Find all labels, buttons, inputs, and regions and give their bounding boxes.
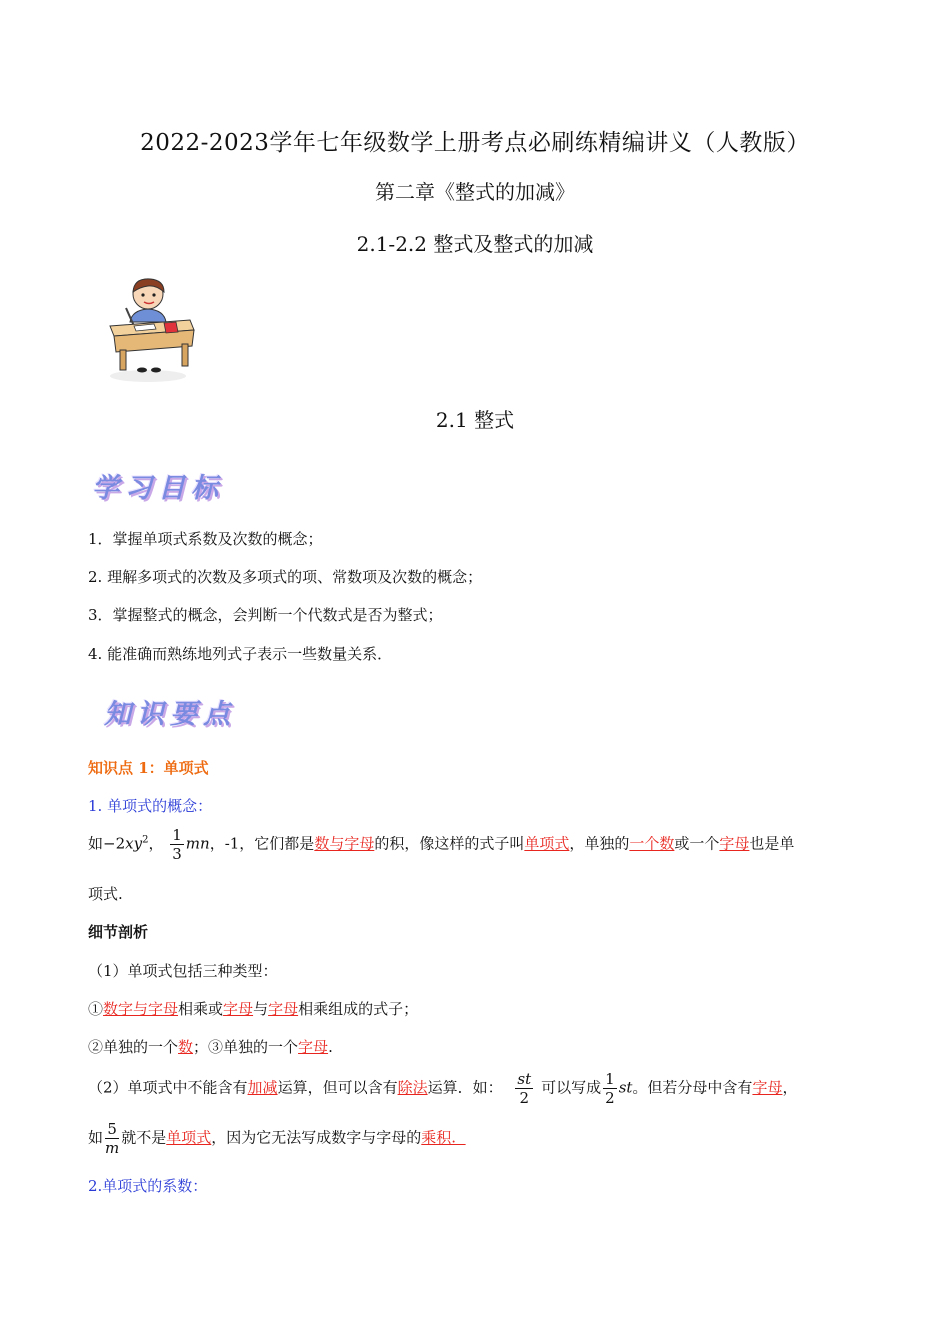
document-title: 2022-2023学年七年级数学上册考点必刷练精编讲义（人教版） xyxy=(140,130,810,156)
coefficient-heading: 2.单项式的系数： xyxy=(88,1177,208,1195)
detail-text: 运算，但可以含有 xyxy=(277,1078,398,1097)
learning-goals-banner: 学习目标 xyxy=(92,473,224,504)
fraction-numerator: st xyxy=(517,1070,532,1088)
underlined-term: 单项式 xyxy=(524,834,570,853)
detail-text: 相乘或 xyxy=(178,1000,224,1018)
fraction-numerator: 5 xyxy=(105,1120,119,1139)
concept-text: ，单独的 xyxy=(569,834,630,853)
subsection-title: 2.1-2.2 整式及整式的加减 xyxy=(356,232,594,256)
detail-text: 如 xyxy=(88,1128,104,1147)
detail-text: 就不是 xyxy=(121,1128,167,1147)
fraction-denominator: 3 xyxy=(172,845,182,863)
goal-item: 2. 理解多项式的次数及多项式的项、常数项及次数的概念； xyxy=(88,568,483,586)
knowledge-points-banner: 知识要点 xyxy=(104,699,236,730)
underlined-term: 字母 xyxy=(268,1000,299,1018)
goal-item: 4. 能准确而熟练地列式子表示一些数量关系． xyxy=(88,645,393,663)
fraction-denominator: 2 xyxy=(519,1089,530,1107)
concept-text: ，-1，它们都是 xyxy=(209,834,315,853)
fraction-one-third xyxy=(170,826,184,863)
underlined-term: 字母 xyxy=(298,1038,329,1056)
detail-text: 。但若分母中含有 xyxy=(632,1078,753,1097)
section-title: 2.1 整式 xyxy=(435,408,515,432)
detail-item xyxy=(88,1120,466,1157)
underlined-term: 一个数 xyxy=(629,834,675,853)
student-illustration xyxy=(104,276,200,384)
concept-line xyxy=(88,826,794,863)
fraction-numerator: 1 xyxy=(605,1070,615,1088)
detail-text: ；③单独的一个 xyxy=(193,1038,299,1056)
detail-item xyxy=(88,1037,333,1057)
underlined-term: 数字与字母 xyxy=(103,1000,179,1018)
detail-text: 相乘组成的式子； xyxy=(298,1000,419,1018)
fraction-numerator: 1 xyxy=(172,826,182,844)
fraction-st-over-2 xyxy=(515,1070,533,1107)
concept-text: 也是单 xyxy=(749,834,795,853)
detail-item xyxy=(88,1070,797,1107)
detail-heading: 细节剖析 xyxy=(88,923,149,941)
concept-text: 的积，像这样的式子叫 xyxy=(374,834,525,853)
goal-item: 1．掌握单项式系数及次数的概念； xyxy=(88,530,323,548)
detail-text: 可以写成 xyxy=(541,1078,602,1097)
monomial-coefficient: −2 xyxy=(103,834,126,853)
underlined-term: 字母 xyxy=(752,1078,783,1097)
detail-text: . xyxy=(328,1038,333,1056)
separator: ， xyxy=(148,834,164,853)
concept-heading: 1. 单项式的概念： xyxy=(88,797,213,815)
detail-text: 与 xyxy=(253,1000,269,1018)
fraction-5-over-m xyxy=(105,1120,119,1157)
goal-item: 3．掌握整式的概念，会判断一个代数式是否为整式； xyxy=(88,606,443,624)
concept-text: 或一个 xyxy=(674,834,720,853)
fraction-half xyxy=(603,1070,617,1107)
detail-text: ① xyxy=(88,1000,104,1018)
detail-item: （1）单项式包括三种类型： xyxy=(88,962,278,980)
underlined-term: 数与字母 xyxy=(314,834,375,853)
detail-text: ②单独的一个 xyxy=(88,1038,179,1056)
underlined-term: 数 xyxy=(178,1038,194,1056)
chapter-title: 第二章《整式的加减》 xyxy=(375,180,575,204)
underlined-term: 乘积. xyxy=(421,1128,466,1147)
underlined-term: 单项式 xyxy=(166,1128,212,1147)
fraction-denominator: m xyxy=(105,1139,120,1157)
concept-prefix: 如 xyxy=(88,834,104,853)
monomial-variables: xy xyxy=(125,834,143,853)
monomial-st: st xyxy=(618,1078,633,1097)
underlined-term: 字母 xyxy=(223,1000,254,1018)
concept-line-2: 项式. xyxy=(88,885,123,903)
detail-item xyxy=(88,999,418,1019)
monomial-exponent: 2 xyxy=(142,834,149,846)
detail-text: ，因为它无法写成数字与字母的 xyxy=(211,1128,422,1147)
detail-text: ， xyxy=(782,1078,798,1097)
underlined-term: 除法 xyxy=(397,1078,428,1097)
detail-text: 运算．如： xyxy=(427,1078,503,1097)
knowledge-point-heading: 知识点 1：单项式 xyxy=(88,759,209,777)
underlined-term: 字母 xyxy=(719,834,750,853)
detail-text: （2）单项式中不能含有 xyxy=(88,1078,248,1097)
fraction-denominator: 2 xyxy=(605,1089,615,1107)
underlined-term: 加减 xyxy=(247,1078,278,1097)
monomial-mn: mn xyxy=(185,834,210,853)
